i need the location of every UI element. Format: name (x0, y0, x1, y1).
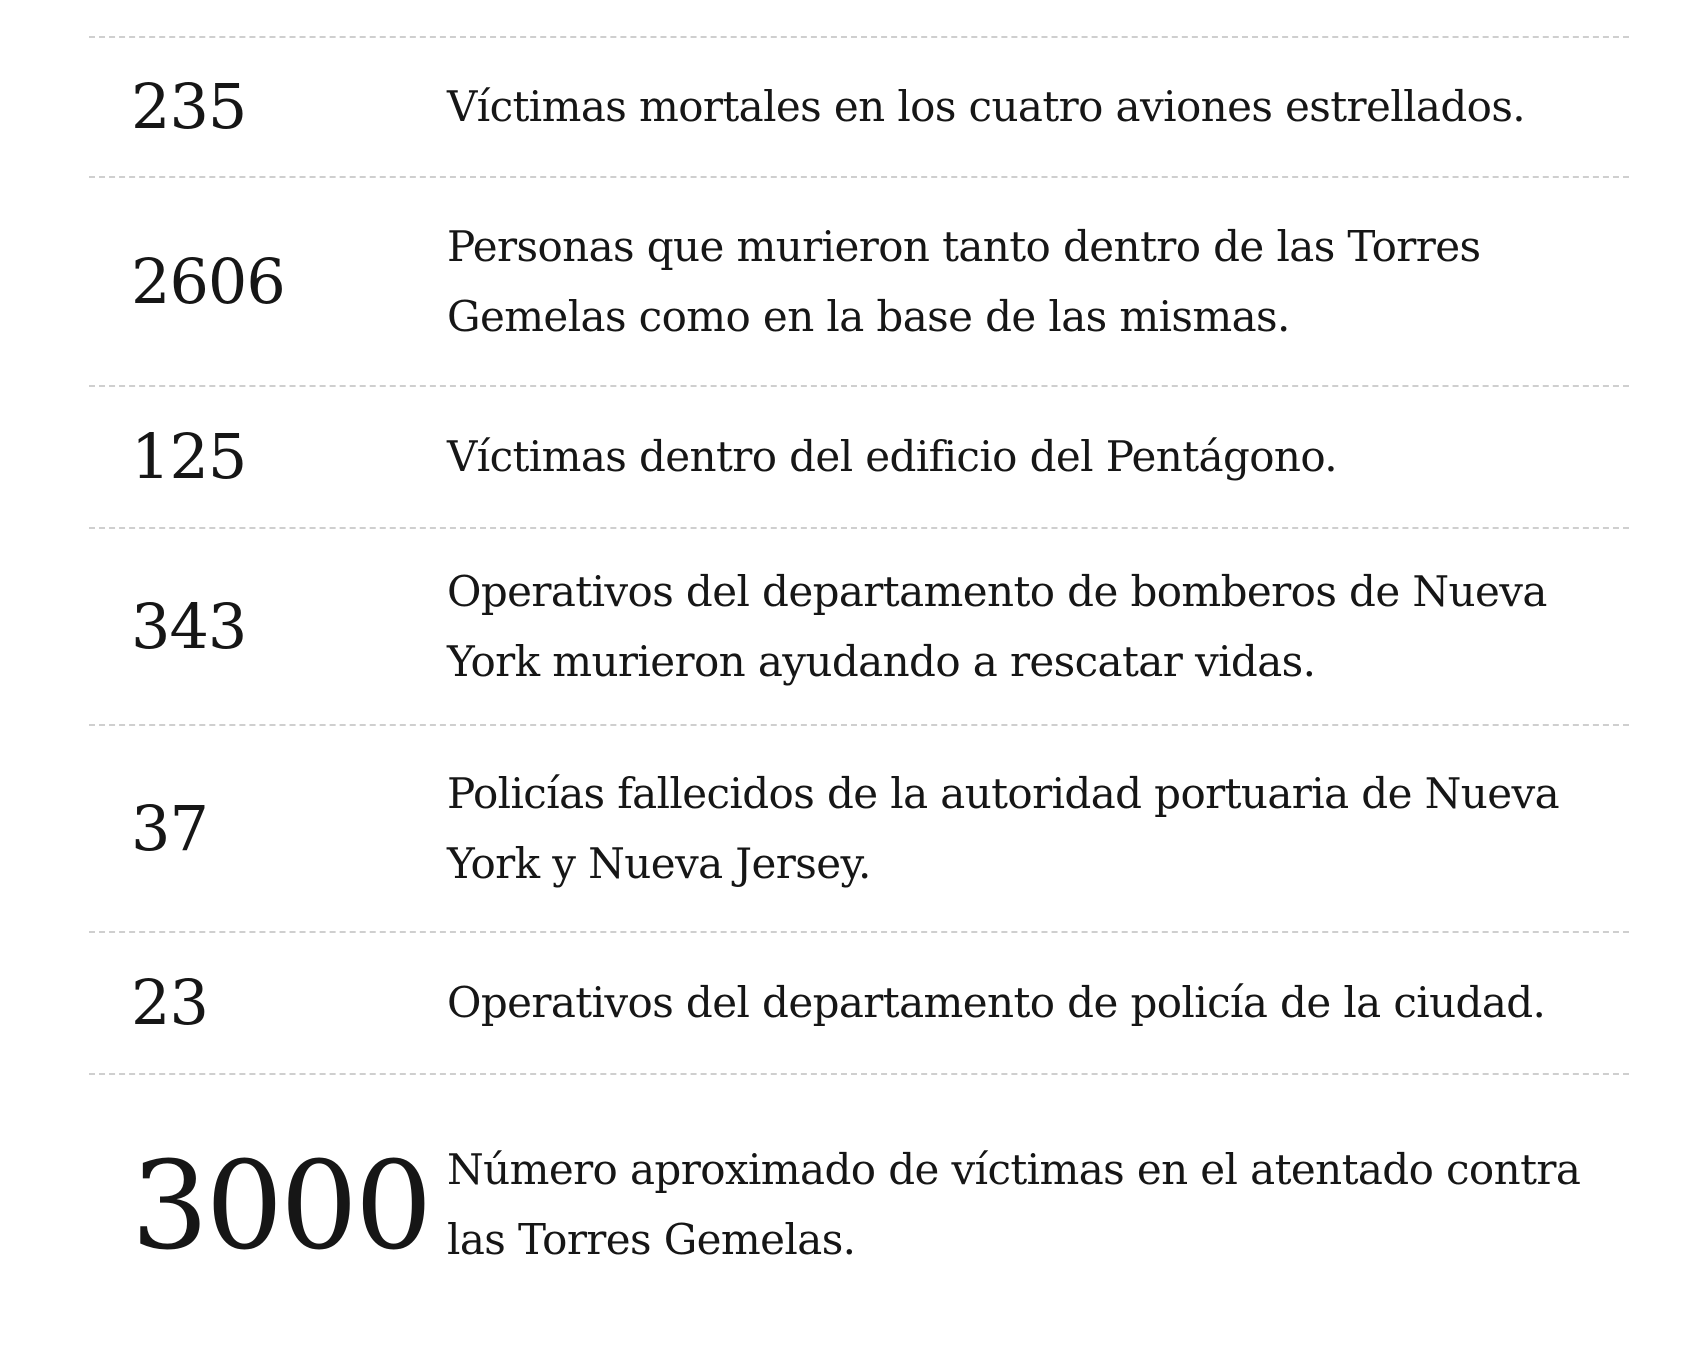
stat-value: 37 (131, 791, 208, 865)
stat-row-port-authority-police (89, 726, 1629, 931)
stat-value: 125 (131, 420, 247, 493)
total-value: 3000 (131, 1135, 430, 1277)
stat-value: 23 (131, 966, 208, 1039)
stat-description: Operativos del departamento de bomberos de Nueva York murieron ayudando a rescatar vidas. (447, 566, 1547, 686)
stat-value: 2606 (131, 244, 285, 318)
stat-description: Operativos del departamento de policía de la ciudad. (447, 978, 1546, 1027)
victim-statistics-list (89, 36, 1629, 1310)
stat-description: Víctimas mortales en los cuatro aviones estrellados. (447, 82, 1526, 131)
stat-row-airplanes (89, 38, 1629, 176)
stat-row-total (89, 1075, 1629, 1310)
stat-description: Víctimas dentro del edificio del Pentágono. (447, 432, 1338, 481)
stat-description: Policías fallecidos de la autoridad portuaria de Nueva York y Nueva Jersey. (447, 768, 1560, 888)
total-description: Número aproximado de víctimas en el atentado contra las Torres Gemelas. (447, 1145, 1581, 1264)
stat-row-twin-towers (89, 178, 1629, 385)
stat-description: Personas que murieron tanto dentro de las Torres Gemelas como en la base de las mismas. (447, 221, 1481, 341)
stat-row-firefighters (89, 529, 1629, 724)
stat-value: 343 (131, 589, 247, 663)
stat-row-pentagon (89, 387, 1629, 527)
stat-value: 235 (131, 70, 247, 143)
stat-row-city-police (89, 933, 1629, 1073)
